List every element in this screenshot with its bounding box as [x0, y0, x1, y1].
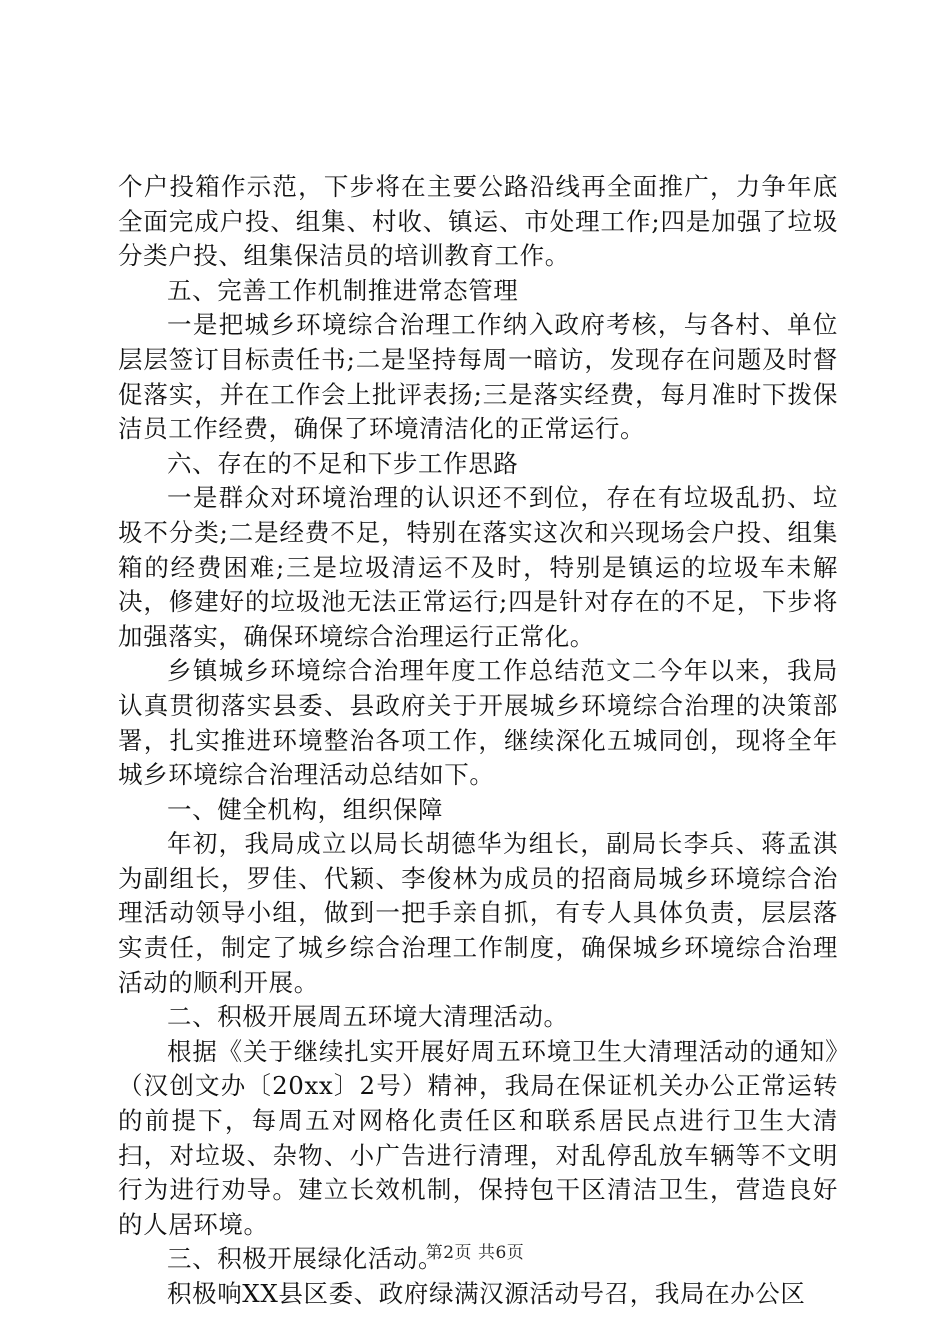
section-heading-2: 二、积极开展周五环境大清理活动。 — [167, 1002, 569, 1032]
paragraph-3: 一是把城乡环境综合治理工作纳入政府考核，与各村、单位层层签订目标责任书;二是坚持每周一暗访，发现存在问题及时督促落实，并在工作会上批评表扬;三是落实经费，每月准时下拨保洁员工作经费，确保了环境清洁化的正常运行。 — [118, 310, 838, 444]
paragraph-8: 年初，我局成立以局长胡德华为组长，副局长李兵、蒋孟淇为副组长，罗佳、代颖、李俊林为成员的招商局城乡环境综合治理活动领导小组，做到一把手亲自抓，有专人具体负责，层层落实责任，制定了城乡综合治理工作制度，确保城乡环境综合治理活动的顺利开展。 — [118, 829, 838, 997]
paragraph-6: 乡镇城乡环境综合治理年度工作总结范文二今年以来，我局认真贯彻落实县委、县政府关于开展城乡环境综合治理的决策部署，扎实推进环境整治各项工作，继续深化五城同创，现将全年城乡环境综合治理活动总结如下。 — [118, 656, 838, 790]
section-heading-3: 三、积极开展绿化活动。 — [167, 1244, 444, 1274]
paragraph-1: 个户投箱作示范，下步将在主要公路沿线再全面推广，力争年底全面完成户投、组集、村收、镇运、市处理工作;四是加强了垃圾分类户投、组集保洁员的培训教育工作。 — [118, 172, 838, 271]
document-body — [118, 170, 838, 1312]
paragraph-5: 一是群众对环境治理的认识还不到位，存在有垃圾乱扔、垃圾不分类;二是经费不足，特别在落实这次和兴现场会户投、组集箱的经费困难;三是垃圾清运不及时，特别是镇运的垃圾车未解决，修建好的垃圾池无法正常运行;四是针对存在的不足，下步将加强落实，确保环境综合治理运行正常化。 — [118, 483, 838, 651]
section-heading-1: 一、健全机构，组织保障 — [167, 794, 444, 824]
page-number-footer: 第2页 共6页 — [425, 1243, 525, 1263]
section-heading-5: 五、完善工作机制推进常态管理 — [167, 275, 519, 305]
paragraph-12: 积极响XX县区委、政府绿满汉源活动号召，我局在办公区 — [167, 1279, 806, 1308]
section-heading-6: 六、存在的不足和下步工作思路 — [167, 448, 519, 478]
paragraph-10: 根据《关于继续扎实开展好周五环境卫生大清理活动的通知》（汉创文办〔20xx〕2号）精神，我局在保证机关办公正常运转的前提下，每周五对网格化责任区和联系居民点进行卫生大清扫，对垃圾、杂物、小广告进行清理，对乱停乱放车辆等不文明行为进行劝导。建立长效机制，保持包干区清洁卫生，营造良好的人居环境。 — [118, 1036, 838, 1239]
